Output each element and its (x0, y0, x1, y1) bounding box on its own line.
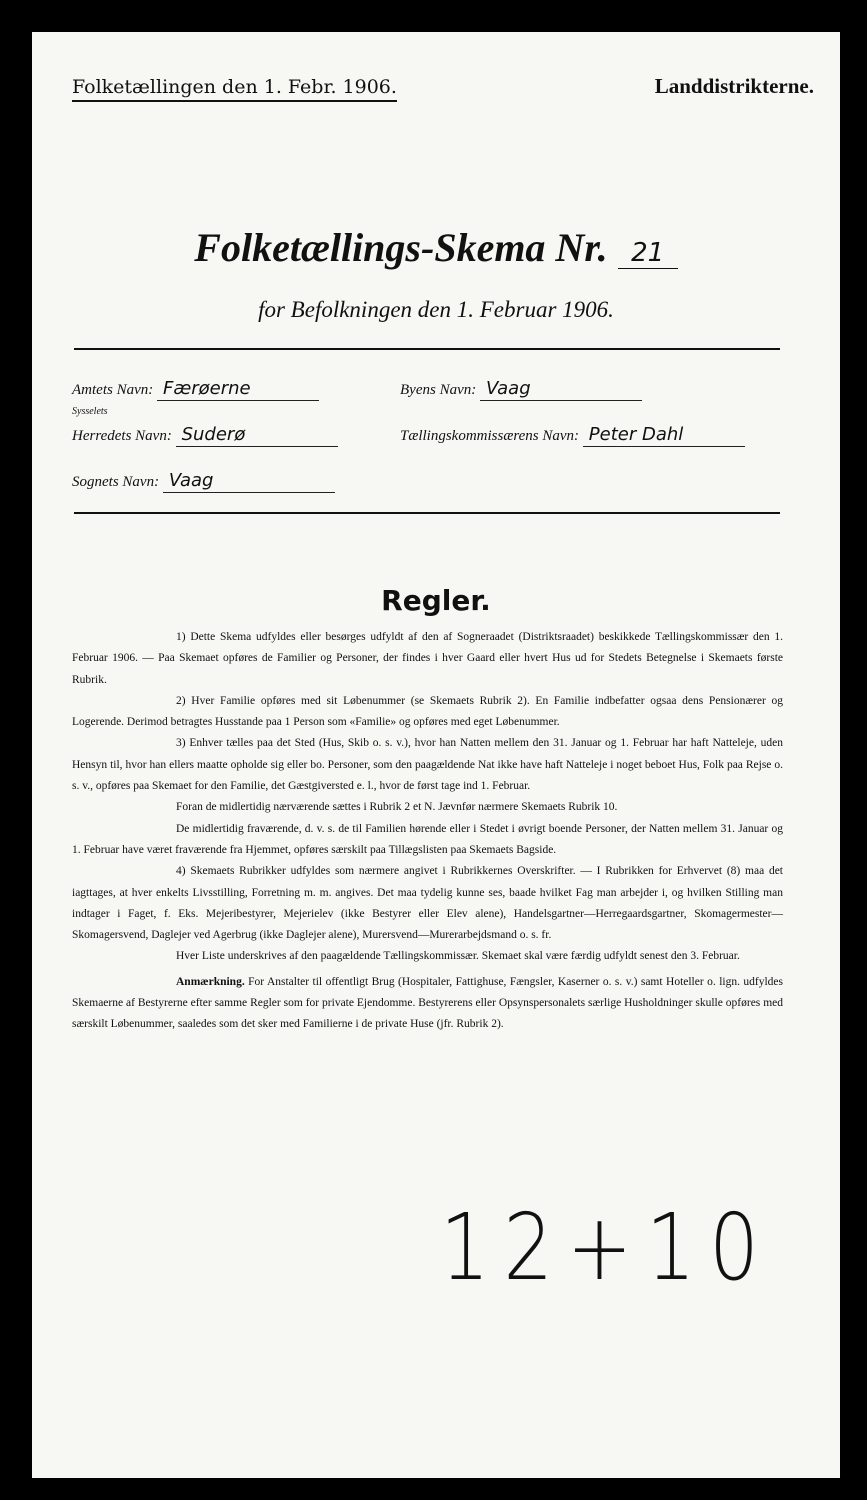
byen-label: Byens Navn: (400, 382, 477, 398)
rule-paragraph: 1) Dette Skema udfyldes eller besørges udfyldt af den af Sogneraadet (Distriktsraadet) beskikkede Tællingskommissær den 1. Februar 1906. — Paa Skemaet opføres de Familier og Personer, der findes i hver Gaard eller hvert Hus ud for Stedets Betegnelse i Skemaets første Rubrik. (72, 631, 783, 686)
amt-value: Færøerne (157, 378, 319, 401)
form-title-text: Folketællings-Skema Nr. (194, 225, 608, 270)
sogn-label: Sognets Navn: (72, 474, 160, 490)
kommissaer-field (400, 424, 745, 447)
handwritten-total: 12+10 (440, 1194, 773, 1301)
note-paragraph (72, 972, 783, 1036)
top-rule (74, 348, 780, 350)
byen-value: Vaag (480, 378, 642, 401)
sogn-value: Vaag (163, 470, 335, 493)
form-title (32, 224, 840, 271)
rule-paragraph: De midlertidig fraværende, d. v. s. de til Familien hørende eller i Stedet i øvrigt boende Personer, der Natten mellem 31. Januar og 1. Februar have været fraværende fra Hjemmet, opføres særskilt paa Tillægslisten paa Skemaets Bagside. (72, 822, 783, 856)
census-form-page (32, 32, 840, 1478)
amt-field (72, 378, 319, 401)
herred-label: Herredets Navn: (72, 428, 172, 444)
rule-paragraph: Hver Liste underskrives af den paagældende Tællingskommissær. Skemaet skal være færdig udfyldt senest den 3. Februar. (176, 950, 740, 963)
herred-value: Suderø (176, 424, 338, 447)
form-number: 21 (618, 238, 678, 269)
sogn-field (72, 470, 335, 493)
herred-field (72, 424, 338, 447)
kommissaer-label: Tællingskommissærens Navn: (400, 428, 580, 444)
note-label: Anmærkning. (176, 975, 245, 988)
amt-label: Amtets Navn: (72, 382, 154, 398)
census-date-header: Folketællingen den 1. Febr. 1906. (72, 76, 397, 98)
bottom-rule (74, 512, 780, 514)
herred-correction: Sysselets (72, 406, 108, 417)
rule-paragraph: 3) Enhver tælles paa det Sted (Hus, Skib o. s. v.), hvor han Natten mellem den 31. Januar og 1. Februar har haft Natteleje, uden Hensyn til, hvor han ellers maatte opholde sig eller bo. Personer, som den paagældende Nat ikke have haft Natteleje i noget beboet Hus, Folk paa Rejse o. s. v., opføres paa Skemaet for den Familie, det Gæstgiversted e. l., hvor de først tage ind 1. Februar. (72, 737, 783, 793)
form-subtitle: for Befolkningen den 1. Februar 1906. (258, 297, 614, 322)
kommissaer-value: Peter Dahl (583, 424, 745, 447)
byen-field (400, 378, 642, 401)
rules-body (72, 627, 783, 1036)
rule-paragraph: 2) Hver Familie opføres med sit Løbenummer (se Skemaets Rubrik 2). En Familie indbefatter ogsaa dens Pensionærer og Logerende. Derimod betragtes Husstande paa 1 Person som «Familie» og opføres med eget Løbenummer. (72, 694, 783, 729)
rule-paragraph: Foran de midlertidig nærværende sættes i Rubrik 2 et N. Jævnfør nærmere Skemaets Rubrik 10. (176, 801, 618, 814)
rule-paragraph: 4) Skemaets Rubrikker udfyldes som nærmere angivet i Rubrikkernes Overskrifter. — I Rubrikken for Erhvervet (8) maa det iagttages, at hver enkelts Livsstilling, Forretning m. m. angives. Det maa tydelig kunne ses, baade hvilket Fag man arbejder i, og hvilken Stilling man indtager i Faget, f. Eks. Mejeribestyrer, Mejerielev (ikke Bestyrer eller Elev alene), Handelsgartner—Herregaardsgartner, Skomagermester—Skomagersvend, Daglejer ved Agerbrug (ikke Daglejer alene), Murersvend—Murerarbejdsmand o. s. fr. (72, 865, 783, 942)
district-type-header: Landdistrikterne. (654, 74, 814, 98)
rules-heading: Regler. (381, 584, 491, 617)
note-text: For Anstalter til offentligt Brug (Hospitaler, Fattighuse, Fængsler, Kaserner o. s. v.) samt Hoteller o. lign. udfyldes Skemaerne af Bestyrerne efter samme Regler som for private Ejendomme. Bestyrerens eller Opsynspersonalets særlige Husholdninger skulle opføres med særskilt Løbenummer, saaledes som det sker med Familierne i de private Huse (jfr. Rubrik 2). (72, 975, 784, 1031)
